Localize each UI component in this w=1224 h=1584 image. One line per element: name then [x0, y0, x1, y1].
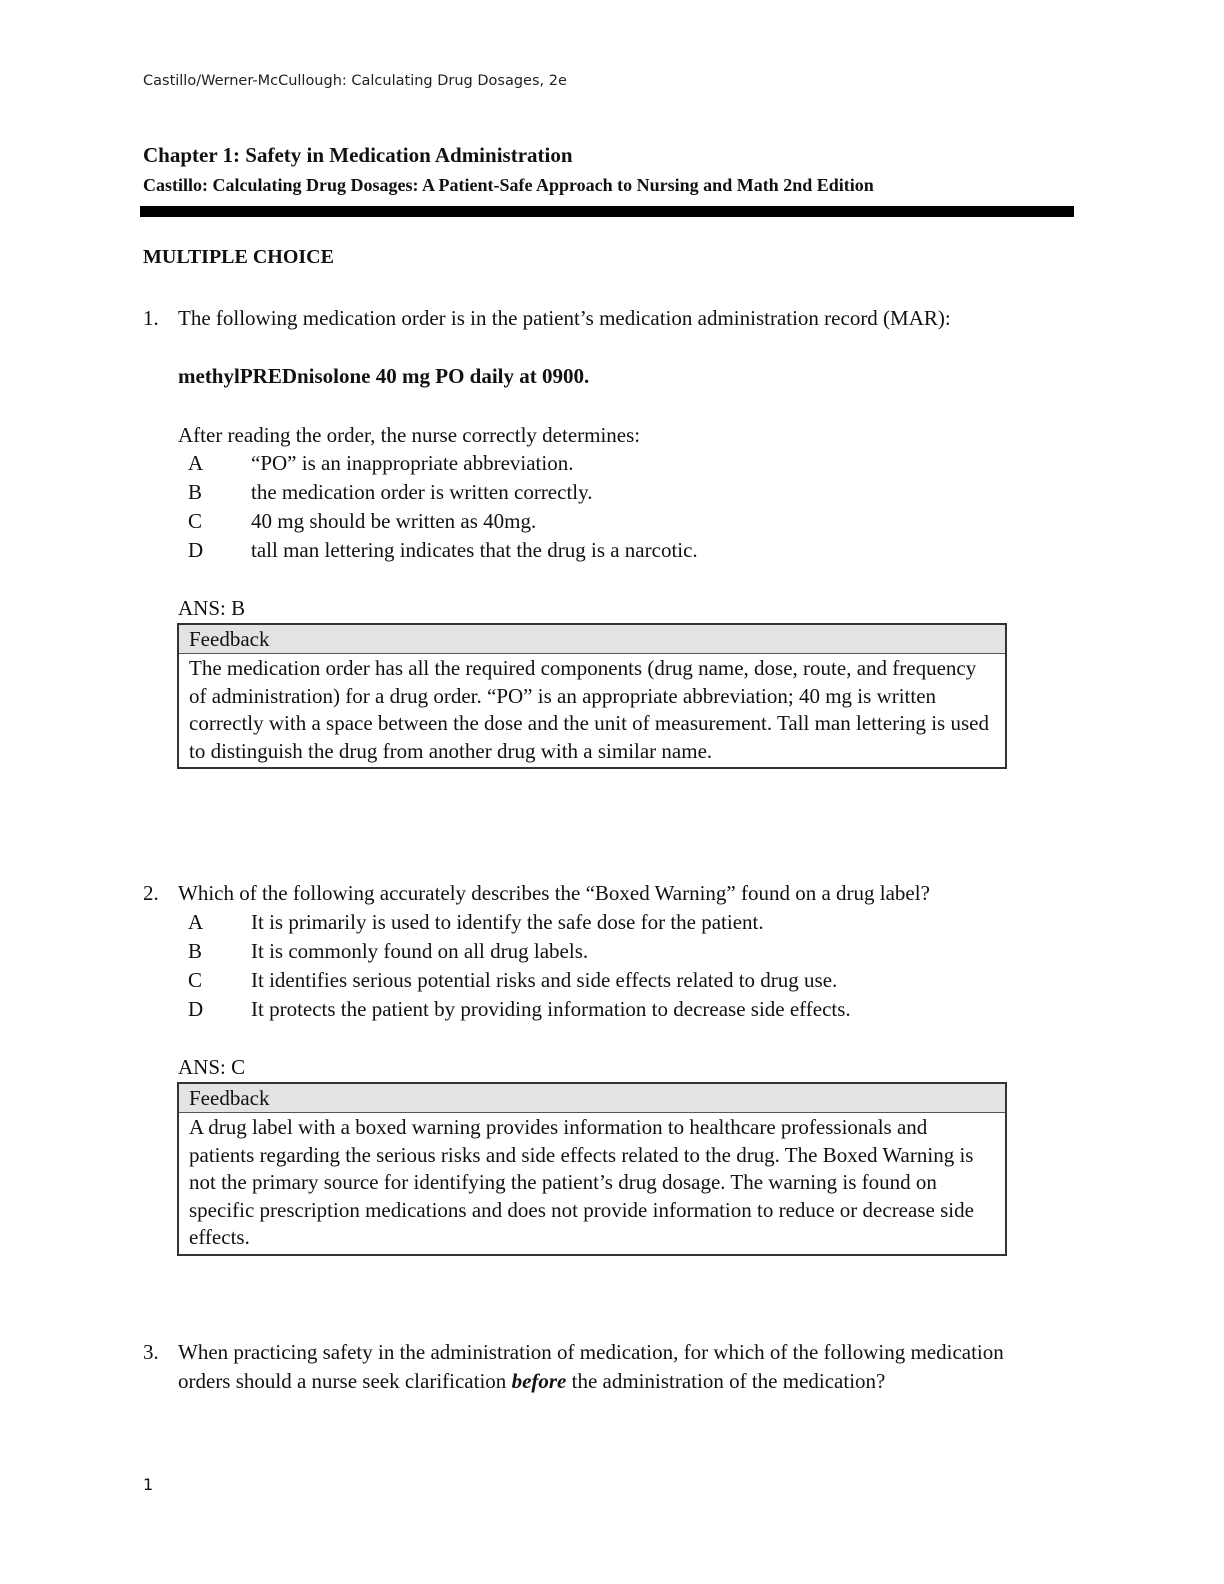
question-1-number: 1.	[143, 306, 159, 330]
question-2-text: Which of the following accurately describes the “Boxed Warning” found on a drug label?	[178, 881, 930, 905]
option-text: It is primarily is used to identify the safe dose for the patient.	[251, 910, 764, 934]
option	[178, 536, 1058, 565]
book-title: Castillo: Calculating Drug Dosages: A Patient-Safe Approach to Nursing and Math 2nd Edition	[143, 175, 874, 195]
option-letter: C	[188, 968, 203, 992]
question-3-text-after: the administration of the medication?	[566, 1369, 886, 1393]
option-text: It protects the patient by providing information to decrease side effects.	[251, 997, 851, 1021]
question-2-feedback-box	[177, 1082, 1007, 1256]
question-2-options	[178, 908, 1058, 1024]
option-text: It is commonly found on all drug labels.	[251, 939, 589, 963]
option	[178, 908, 1058, 937]
option-text: It identifies serious potential risks and side effects related to drug use.	[251, 968, 838, 992]
feedback-text: A drug label with a boxed warning provides information to healthcare professionals and patients regarding the serious risks and side effects related to the drug. The Boxed Warning is not the primary source for identifying the patient’s drug dosage. The warning is found on specific prescription medications and does not provide information to reduce or decrease side effects.	[189, 1115, 974, 1249]
question-3-text	[178, 1338, 1008, 1396]
question-1-feedback-box	[177, 623, 1007, 769]
question-1-text: The following medication order is in the patient’s medication administration record (MAR):	[178, 306, 951, 330]
page-number: 1	[143, 1475, 154, 1494]
section-heading: MULTIPLE CHOICE	[143, 246, 334, 268]
option-text: tall man lettering indicates that the drug is a narcotic.	[251, 538, 698, 562]
question-1-options	[178, 449, 1058, 565]
feedback-label: Feedback	[179, 1084, 1005, 1113]
option	[178, 478, 1058, 507]
option	[178, 449, 1058, 478]
question-2-answer: ANS: C	[178, 1055, 246, 1079]
question-1-drug-order: methylPREDnisolone 40 mg PO daily at 0900.	[178, 364, 590, 388]
option	[178, 966, 1058, 995]
option-letter: B	[188, 939, 203, 963]
option-letter: C	[188, 509, 203, 533]
question-1-answer: ANS: B	[178, 596, 246, 620]
option-letter: A	[188, 451, 204, 475]
chapter-title: Chapter 1: Safety in Medication Administration	[143, 143, 573, 167]
option-letter: B	[188, 480, 203, 504]
option-text: 40 mg should be written as 40mg.	[251, 509, 537, 533]
feedback-label: Feedback	[179, 625, 1005, 654]
option-letter: A	[188, 910, 204, 934]
option-letter: D	[188, 997, 204, 1021]
question-3-emphasis: before	[511, 1369, 567, 1393]
option	[178, 937, 1058, 966]
question-1-lead-in: After reading the order, the nurse correctly determines:	[178, 423, 641, 447]
option-letter: D	[188, 538, 204, 562]
title-rule	[140, 206, 1074, 217]
option-text: the medication order is written correctly.	[251, 480, 593, 504]
feedback-text: The medication order has all the required components (drug name, dose, route, and frequency of administration) for a drug order. “PO” is an appropriate abbreviation; 40 mg is written correctly with a space between the dose and the unit of measurement. Tall man lettering is used to distinguish the drug from another drug with a similar name.	[189, 656, 989, 763]
option	[178, 507, 1058, 536]
option	[178, 995, 1058, 1024]
option-text: “PO” is an inappropriate abbreviation.	[251, 451, 574, 475]
running-header: Castillo/Werner-McCullough: Calculating Drug Dosages, 2e	[143, 73, 567, 89]
question-3-text-before: When practicing safety in the administration of medication, for which of the following medication orders should a nurse seek clarification	[178, 1340, 1004, 1393]
question-2-number: 2.	[143, 881, 159, 905]
question-3-number: 3.	[143, 1340, 159, 1364]
